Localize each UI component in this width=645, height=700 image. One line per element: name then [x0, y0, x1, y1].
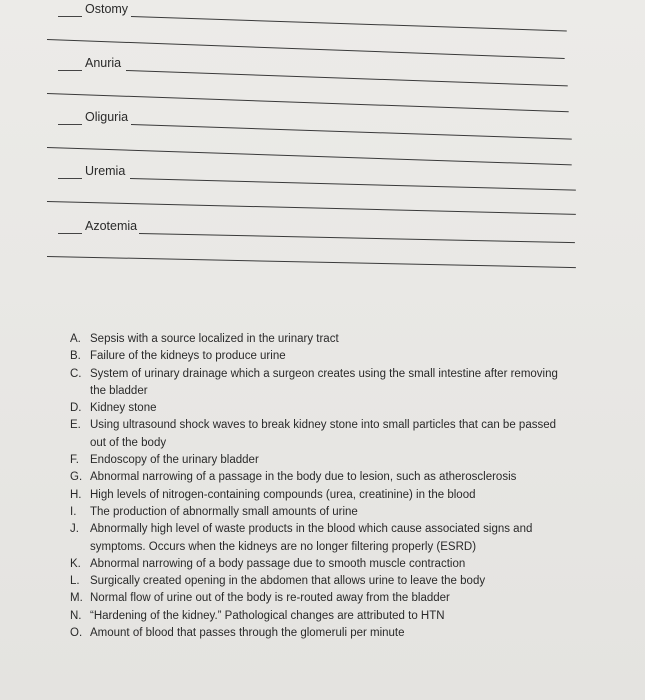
choice-letter: F. — [70, 454, 79, 467]
definition-line[interactable] — [126, 70, 568, 86]
choice-letter: N. — [70, 609, 82, 622]
choice-g — [70, 469, 570, 486]
choice-i — [70, 504, 570, 521]
choice-text: Abnormally high level of waste products in the blood which cause associated signs and symptoms. Occurs when the kidneys are no longer filtering properly (ESRD) — [90, 523, 533, 553]
choice-text: Sepsis with a source localized in the urinary tract — [90, 333, 339, 345]
choice-k — [70, 556, 570, 573]
choice-letter: M. — [70, 592, 83, 605]
choice-letter: O. — [70, 627, 83, 640]
choice-m — [70, 590, 570, 607]
choice-b — [70, 348, 570, 365]
term-label: Oliguria — [85, 110, 129, 124]
choice-text: Amount of blood that passes through the glomeruli per minute — [90, 627, 405, 640]
choice-text: Using ultrasound shock waves to break kidney stone into small particles that can be passed out of the body — [90, 419, 557, 449]
choice-o — [70, 625, 570, 642]
choice-text: The production of abnormally small amounts of urine — [90, 505, 358, 518]
definition-line[interactable] — [47, 39, 565, 59]
choice-text: Abnormal narrowing of a passage in the body due to lesion, such as atherosclerosis — [90, 471, 517, 484]
choice-text: High levels of nitrogen-containing compounds (urea, creatinine) in the blood — [90, 488, 476, 501]
choice-letter: H. — [70, 488, 82, 501]
term-label: Uremia — [85, 164, 126, 178]
choice-text: Surgically created opening in the abdomen that allows urine to leave the body — [90, 575, 486, 588]
definition-line[interactable] — [131, 16, 567, 31]
choice-text: “Hardening of the kidney.” Pathological changes are attributed to HTN — [90, 609, 445, 622]
definition-line[interactable] — [47, 256, 576, 268]
choice-letter: I. — [70, 505, 77, 518]
choice-letter: J. — [70, 523, 79, 536]
choice-text: Abnormal narrowing of a body passage due to smooth muscle contraction — [90, 557, 466, 570]
choice-n — [70, 608, 570, 625]
definition-line[interactable] — [47, 201, 576, 215]
answer-blank[interactable] — [58, 70, 82, 71]
choice-letter: E. — [70, 419, 81, 432]
definition-line[interactable] — [131, 124, 572, 140]
answer-blank[interactable] — [58, 16, 82, 17]
definition-line[interactable] — [130, 178, 576, 191]
choice-text: Kidney stone — [90, 402, 157, 415]
choice-text: Normal flow of urine out of the body is re-routed away from the bladder — [90, 592, 450, 605]
choice-l — [70, 573, 570, 590]
answer-blank[interactable] — [58, 178, 82, 179]
choice-letter: D. — [70, 402, 82, 415]
choice-text: Failure of the kidneys to produce urine — [90, 350, 286, 363]
choice-text: Endoscopy of the urinary bladder — [90, 454, 259, 467]
term-label: Anuria — [85, 56, 122, 70]
choice-letter: A. — [70, 333, 81, 345]
definition-line[interactable] — [139, 233, 575, 243]
answer-blank[interactable] — [58, 233, 82, 234]
choice-f — [70, 452, 570, 469]
choice-a — [70, 331, 570, 348]
choice-j — [70, 521, 570, 556]
term-label: Ostomy — [85, 2, 129, 16]
choice-letter: K. — [70, 557, 81, 570]
choice-letter: C. — [70, 367, 82, 380]
answer-choices-list — [70, 331, 570, 642]
choice-letter: L. — [70, 575, 80, 588]
term-label: Azotemia — [85, 219, 138, 233]
definition-line[interactable] — [47, 147, 572, 165]
choice-h — [70, 487, 570, 504]
choice-d — [70, 400, 570, 417]
answer-blank[interactable] — [58, 124, 82, 125]
choice-e — [70, 417, 570, 452]
choice-letter: B. — [70, 350, 81, 363]
choice-letter: G. — [70, 471, 83, 484]
choice-text: System of urinary drainage which a surgeon creates using the small intestine after removing the bladder — [90, 367, 558, 397]
choice-c — [70, 366, 570, 401]
